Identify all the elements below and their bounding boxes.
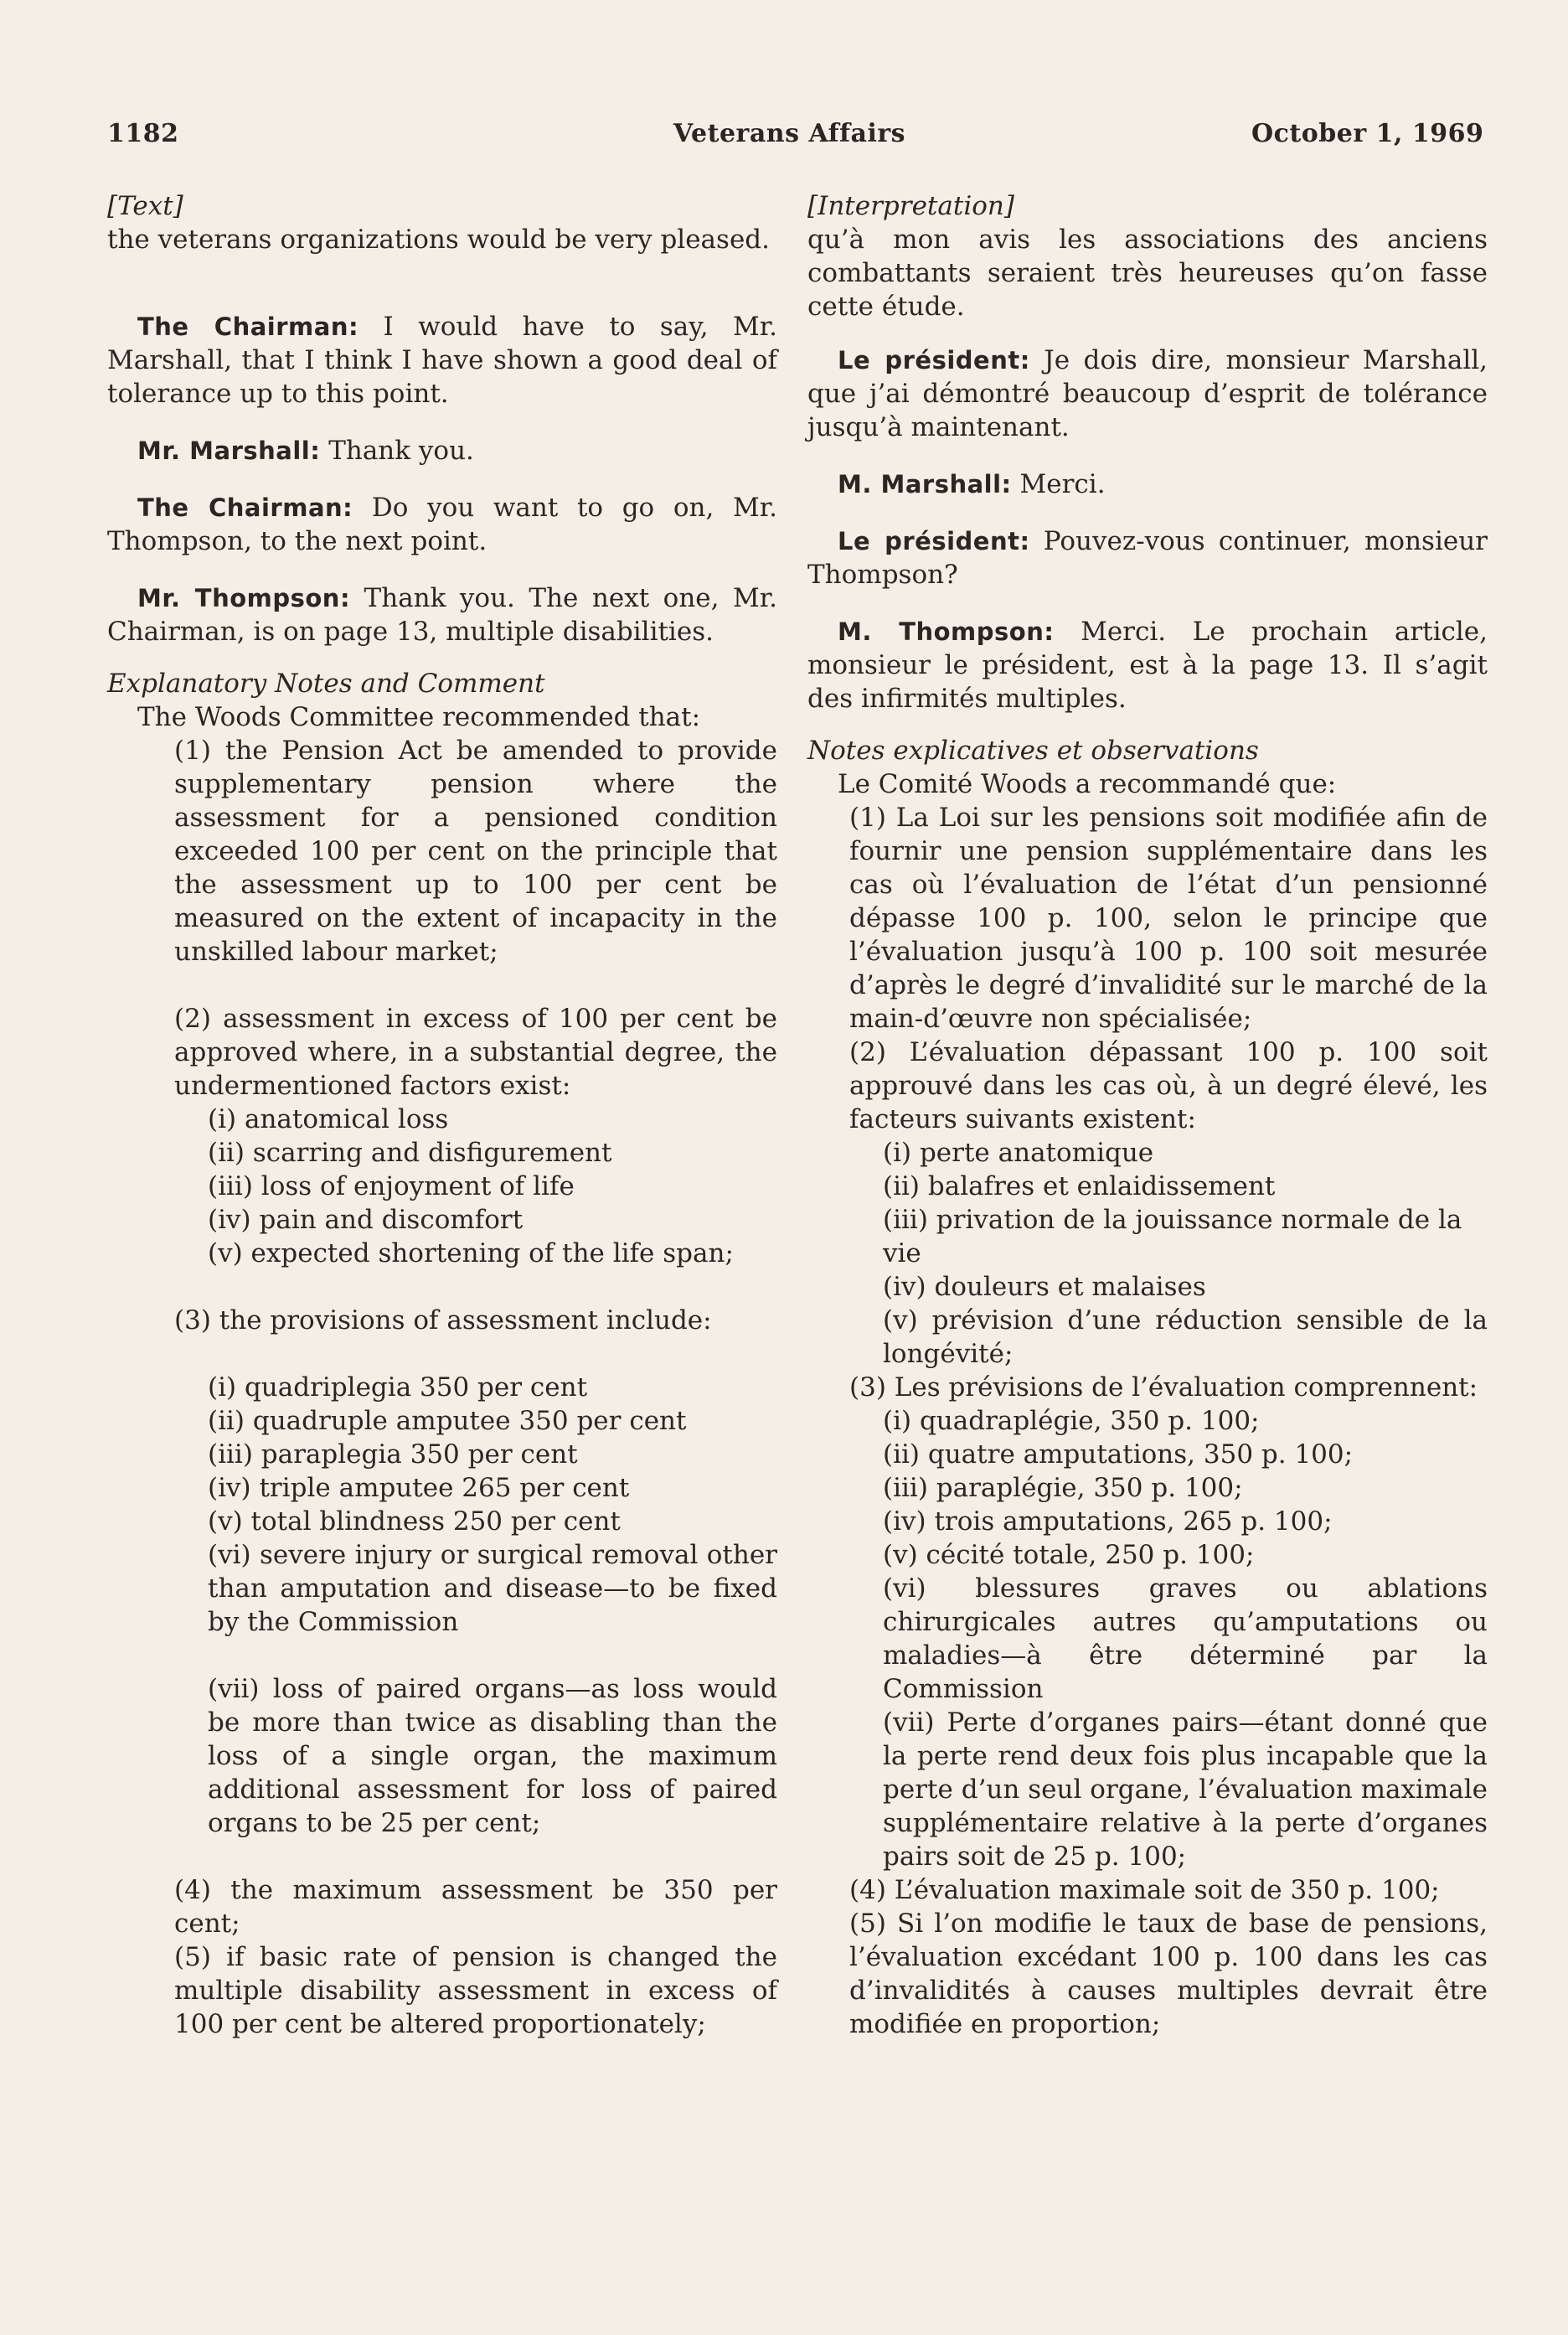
speaker-name: The Chairman: [137, 493, 353, 522]
recommendation-intro: The Woods Committee recommended that: [137, 702, 701, 732]
recommendation-4: (4) the maximum assessment be 350 per cent; [174, 1875, 777, 1939]
recommendation-intro: Le Comité Woods a recommandé que: [838, 769, 1337, 799]
text-label: [Text] [107, 191, 183, 221]
recommendation-5: (5) Si l’on modifie le taux de base de pensions, l’évaluation excédant 100 p. 100 dans les cas d’invalidités à causes multiples devrait être modifiée en proportion; [849, 1909, 1488, 2039]
list-item: (iv) pain and discomfort [208, 1205, 524, 1235]
speech-text: Merci. Le prochain article, monsieur le président, est à la page 13. Il s’agit des infirmités multiples. [807, 617, 1488, 714]
list-item: (i) quadriplegia 350 per cent [208, 1372, 588, 1403]
speech-text: Pouvez-vous continuer, monsieur Thompson? [807, 526, 1488, 590]
speech-marshall [107, 434, 777, 468]
list-item: (vi) severe injury or surgical removal other than amputation and disease—to be fixed by the Commission [208, 1540, 777, 1637]
speech-text: I would have to say, Mr. Marshall, that I think I have shown a good deal of tolerance up to this point. [107, 312, 777, 409]
speech-text: Thank you. [328, 436, 474, 466]
recommendation-1: (1) the Pension Act be amended to provide supplementary pension where the assessment for a pensioned condition exceeded 100 per cent on the principle that the assessment up to 100 per cent be measured on the extent of incapacity in the unskilled labour market; [174, 736, 777, 967]
recommendation-2: (2) assessment in excess of 100 per cent be approved where, in a substantial degree, the undermentioned factors exist: [174, 1004, 777, 1101]
english-column [107, 189, 777, 2041]
list-item: (iv) triple amputee 265 per cent [208, 1473, 630, 1503]
paragraph: the veterans organizations would be very pleased. [107, 225, 770, 255]
speech-thompson [107, 581, 777, 648]
list-item: (iii) paraplegia 350 per cent [208, 1439, 578, 1470]
list-item: (ii) scarring and disfigurement [208, 1138, 612, 1168]
speech-chairman-1 [107, 310, 777, 411]
list-item: (i) anatomical loss [208, 1104, 449, 1134]
speaker-name: M. Marshall: [838, 470, 1012, 499]
list-item: (i) quadraplégie, 350 p. 100; [883, 1406, 1260, 1436]
speech-text: Do you want to go on, Mr. Thompson, to the next point. [107, 493, 778, 556]
running-title: Veterans Affairs [673, 119, 906, 148]
section-heading: Notes explicatives et observations [807, 736, 1259, 766]
page-number: 1182 [107, 119, 179, 148]
list-item: (iv) douleurs et malaises [883, 1272, 1206, 1302]
header-date: October 1, 1969 [1251, 119, 1484, 148]
section-heading: Explanatory Notes and Comment [107, 669, 545, 699]
speaker-name: Le président: [838, 527, 1030, 555]
speech-text: Merci. [1019, 469, 1106, 499]
speech-president-1 [807, 344, 1488, 444]
recommendation-3: (3) Les prévisions de l’évaluation comprennent: [849, 1372, 1478, 1403]
speech-marshall [807, 468, 1488, 501]
list-item: (vi) blessures graves ou ablations chirurgicales autres qu’amputations ou maladies—à être déterminé par la Commission [883, 1573, 1488, 1704]
recommendation-5: (5) if basic rate of pension is changed the multiple disability assessment in excess of 100 per cent be altered proportionately; [174, 1942, 777, 2039]
list-item: (iii) paraplégie, 350 p. 100; [883, 1473, 1243, 1503]
speech-text: Je dois dire, monsieur Marshall, que j’ai démontré beaucoup d’esprit de tolérance jusqu’à maintenant. [807, 345, 1488, 442]
speaker-name: Mr. Marshall: [137, 437, 321, 465]
speaker-name: Mr. Thompson: [137, 584, 351, 612]
list-item: (v) total blindness 250 per cent [208, 1506, 621, 1537]
list-item: (vii) Perte d’organes pairs—étant donné que la perte rend deux fois plus incapable que la perte d’un seul organe, l’évaluation maximale supplémentaire relative à la perte d’organes pairs soit de 25 p. 100; [883, 1707, 1488, 1872]
speech-text: Thank you. The next one, Mr. Chairman, is on page 13, multiple disabilities. [107, 583, 777, 647]
speech-thompson [807, 615, 1488, 715]
list-item: (v) expected shortening of the life span; [208, 1238, 734, 1268]
list-item: (iv) trois amputations, 265 p. 100; [883, 1506, 1333, 1537]
french-column [807, 189, 1488, 2041]
list-item: (iii) loss of enjoyment of life [208, 1171, 575, 1201]
recommendation-1: (1) La Loi sur les pensions soit modifiée afin de fournir une pension supplémentaire dans les cas où l’évaluation de l’état d’un pensionné dépasse 100 p. 100, selon le principe que l’évaluation jusqu’à 100 p. 100 soit mesurée d’après le degré d’invalidité sur le marché de la main-d’œuvre non spécialisée; [849, 803, 1488, 1034]
list-item: (ii) quadruple amputee 350 per cent [208, 1406, 687, 1436]
list-item: (v) cécité totale, 250 p. 100; [883, 1540, 1255, 1570]
recommendation-4: (4) L’évaluation maximale soit de 350 p. 100; [849, 1875, 1440, 1905]
recommendation-2: (2) L’évaluation dépassant 100 p. 100 soit approuvé dans les cas où, à un degré élevé, les facteurs suivants existent: [849, 1037, 1488, 1134]
speaker-name: M. Thompson: [838, 617, 1055, 646]
speaker-name: Le président: [838, 346, 1030, 375]
speaker-name: The Chairman: [137, 313, 359, 341]
list-item: (iii) privation de la jouissance normale de la vie [883, 1205, 1462, 1268]
list-item: (vii) loss of paired organs—as loss would be more than twice as disabling than the loss of a single organ, the maximum additional assessment for loss of paired organs to be 25 per cent; [208, 1674, 777, 1838]
list-item: (ii) quatre amputations, 350 p. 100; [883, 1439, 1354, 1470]
interpretation-label: [Interpretation] [807, 191, 1014, 221]
list-item: (i) perte anatomique [883, 1138, 1154, 1168]
list-item: (v) prévision d’une réduction sensible de la longévité; [883, 1305, 1488, 1369]
speech-president-2 [807, 524, 1488, 591]
list-item: (ii) balafres et enlaidissement [883, 1171, 1276, 1201]
speech-chairman-2 [107, 491, 777, 558]
recommendation-3: (3) the provisions of assessment include: [174, 1305, 712, 1335]
paragraph: qu’à mon avis les associations des anciens combattants seraient très heureuses qu’on fasse cette étude. [807, 225, 1488, 322]
